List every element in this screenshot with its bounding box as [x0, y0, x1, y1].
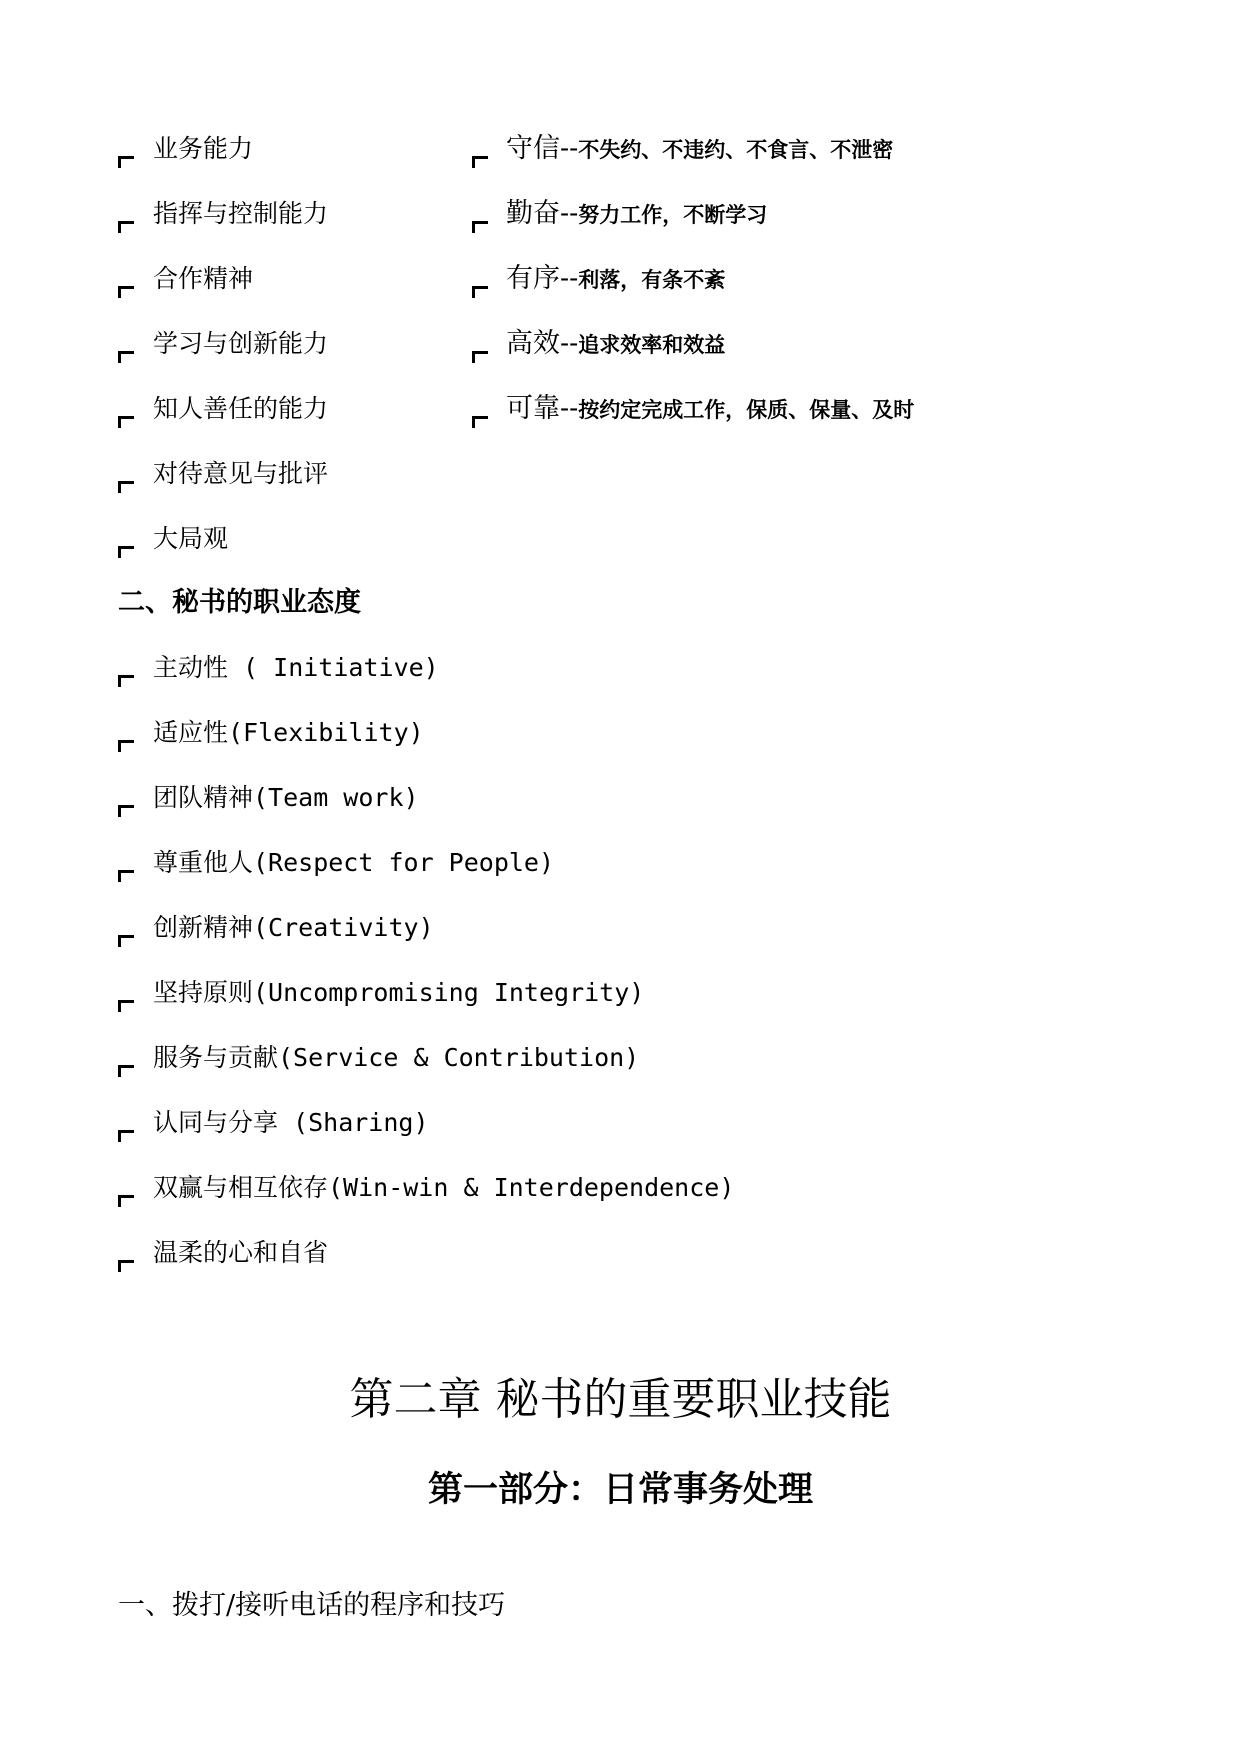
virtue-description: 利落，有条不紊 [578, 268, 726, 292]
list-item-text: 团队精神(Team work) [153, 783, 419, 812]
bullet-icon [118, 481, 134, 493]
list-item [0, 912, 1241, 952]
list-item-text: 业务能力 [153, 134, 254, 163]
list-item [0, 1237, 1241, 1277]
bullet-icon [472, 221, 488, 233]
list-item-text: 学习与创新能力 [153, 329, 329, 358]
list-item-text: 主动性 ( Initiative) [153, 653, 439, 682]
list-item-text: 坚持原则(Uncompromising Integrity) [153, 978, 645, 1007]
list-item [0, 1042, 1241, 1082]
bullet-icon [472, 416, 488, 428]
bullet-icon [118, 1130, 134, 1142]
list-item [0, 977, 1241, 1017]
bullet-icon [118, 870, 134, 882]
section-title: 二、秘书的职业态度 [118, 587, 361, 618]
list-item-text: 知人善任的能力 [153, 394, 329, 423]
bullet-icon [118, 1065, 134, 1077]
list-item-text: 大局观 [153, 524, 229, 553]
list-item [0, 717, 1241, 757]
list-item [0, 328, 1241, 368]
list-item-text: 双赢与相互依存(Win-win & Interdependence) [153, 1173, 735, 1202]
bullet-icon [472, 351, 488, 363]
part-title: 第一部分：日常事务处理 [427, 1470, 813, 1510]
subsection-title: 一、拨打/接听电话的程序和技巧 [118, 1590, 506, 1621]
bullet-icon [118, 805, 134, 817]
bullet-icon [118, 1260, 134, 1272]
list-item [0, 1172, 1241, 1212]
virtue-term: 守信-- [506, 133, 579, 164]
list-item [0, 393, 1241, 433]
bullet-icon [118, 1000, 134, 1012]
bullet-icon [472, 156, 488, 168]
list-item-text: 尊重他人(Respect for People) [153, 848, 555, 877]
list-item [0, 458, 1241, 498]
list-item [0, 198, 1241, 238]
list-item [0, 523, 1241, 563]
list-item-text: 指挥与控制能力 [153, 199, 329, 228]
list-item-text: 温柔的心和自省 [153, 1238, 329, 1267]
list-item-text: 服务与贡献(Service & Contribution) [153, 1043, 640, 1072]
list-item-text: 创新精神(Creativity) [153, 913, 434, 942]
bullet-icon [118, 740, 134, 752]
list-item [0, 782, 1241, 822]
list-item [0, 847, 1241, 887]
list-item-text: 适应性(Flexibility) [153, 718, 424, 747]
bullet-icon [118, 935, 134, 947]
list-item [0, 263, 1241, 303]
bullet-icon [118, 1195, 134, 1207]
virtue-description: 努力工作，不断学习 [578, 203, 768, 227]
virtue-term: 勤奋-- [506, 198, 579, 229]
bullet-icon [118, 675, 134, 687]
bullet-icon [472, 286, 488, 298]
virtue-term: 高效-- [506, 328, 579, 359]
list-item-text: 对待意见与批评 [153, 459, 329, 488]
list-item-text: 合作精神 [153, 264, 254, 293]
list-item [0, 1107, 1241, 1147]
virtue-term: 有序-- [506, 263, 579, 294]
list-item-text: 认同与分享 (Sharing) [153, 1108, 429, 1137]
virtue-description: 追求效率和效益 [578, 333, 726, 357]
virtue-description: 按约定完成工作，保质、保量、及时 [578, 398, 915, 422]
virtue-term: 可靠-- [506, 393, 579, 424]
bullet-icon [118, 546, 134, 558]
list-item [0, 133, 1241, 173]
virtue-description: 不失约、不违约、不食言、不泄密 [578, 138, 894, 162]
list-item [0, 652, 1241, 692]
chapter-title: 第二章 秘书的重要职业技能 [349, 1374, 892, 1425]
